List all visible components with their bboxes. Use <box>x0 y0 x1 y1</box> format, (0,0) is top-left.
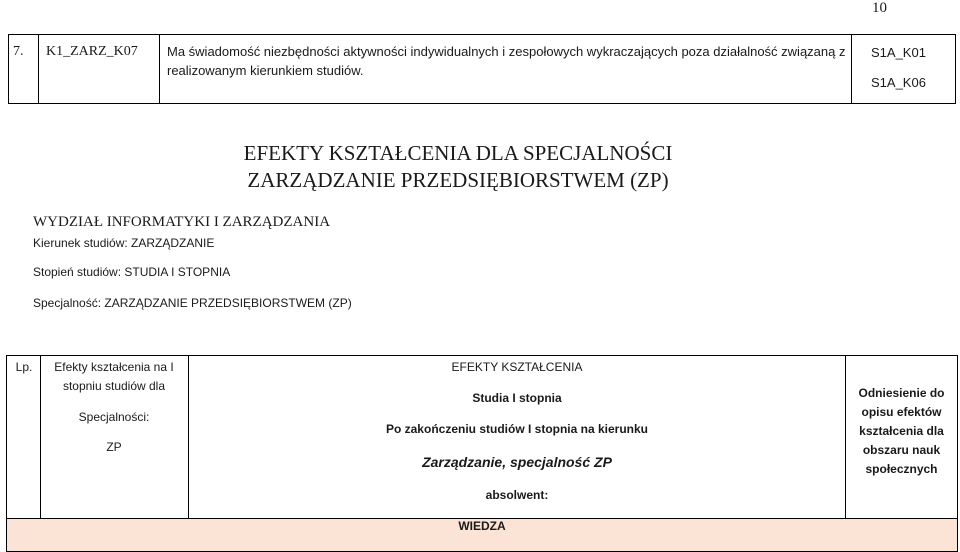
reference-code-1: S1A_K01 <box>871 45 926 60</box>
main-header-graduate: absolwent: <box>485 488 549 502</box>
col-header-lp: Lp. <box>15 360 33 374</box>
main-header-line: Po zakończeniu studiów I stopnia na kierunku <box>385 422 649 436</box>
col-header-effects-line: Efekty kształcenia na I <box>54 360 174 374</box>
section-heading-line-2: ZARZĄDZANIE PRZEDSIĘBIORSTWEM (ZP) <box>247 168 669 192</box>
top-table-row <box>8 34 956 104</box>
column-divider <box>159 35 160 103</box>
col-header-reference-line: Odniesienie do <box>858 386 945 400</box>
specialty: Specjalność: ZARZĄDZANIE PRZEDSIĘBIORSTWEM (ZP) <box>33 296 352 310</box>
main-header-title: EFEKTY KSZTAŁCENIA <box>451 360 583 374</box>
field-of-study: Kierunek studiów: ZARZĄDZANIE <box>33 236 215 250</box>
col-header-reference-line: społecznych <box>865 462 938 476</box>
col-header-reference-line: obszaru nauk <box>862 443 941 457</box>
main-header-program: Zarządzanie, specjalność ZP <box>422 454 612 470</box>
column-divider <box>851 35 852 103</box>
effect-code: K1_ZARZ_K07 <box>46 44 138 59</box>
col-header-effects-line: ZP <box>106 440 122 454</box>
study-level: Stopień studiów: STUDIA I STOPNIA <box>33 265 231 279</box>
col-header-effects-line: Specjalności: <box>78 410 150 424</box>
col-header-reference-line: kształcenia dla <box>859 424 944 438</box>
column-divider <box>38 35 39 103</box>
col-header-reference-line: opisu efektów <box>861 405 942 419</box>
effects-table <box>6 355 958 552</box>
row-number: 7. <box>13 44 24 59</box>
faculty-name: WYDZIAŁ INFORMATYKI I ZARZĄDZANIA <box>33 214 331 230</box>
page-number: 10 <box>872 0 887 16</box>
col-header-effects-line: stopniu studiów dla <box>62 379 166 393</box>
knowledge-section-label: WIEDZA <box>458 519 506 533</box>
main-header-subtitle: Studia I stopnia <box>472 391 562 405</box>
section-heading-line-1: EFEKTY KSZTAŁCENIA DLA SPECJALNOŚCI <box>243 141 673 165</box>
effect-description: Ma świadomość niezbędności aktywności indywidualnych i zespołowych wykraczających poza działalność związaną z realizowanym kierunkiem studiów. <box>167 44 846 78</box>
reference-code-2: S1A_K06 <box>871 75 926 90</box>
